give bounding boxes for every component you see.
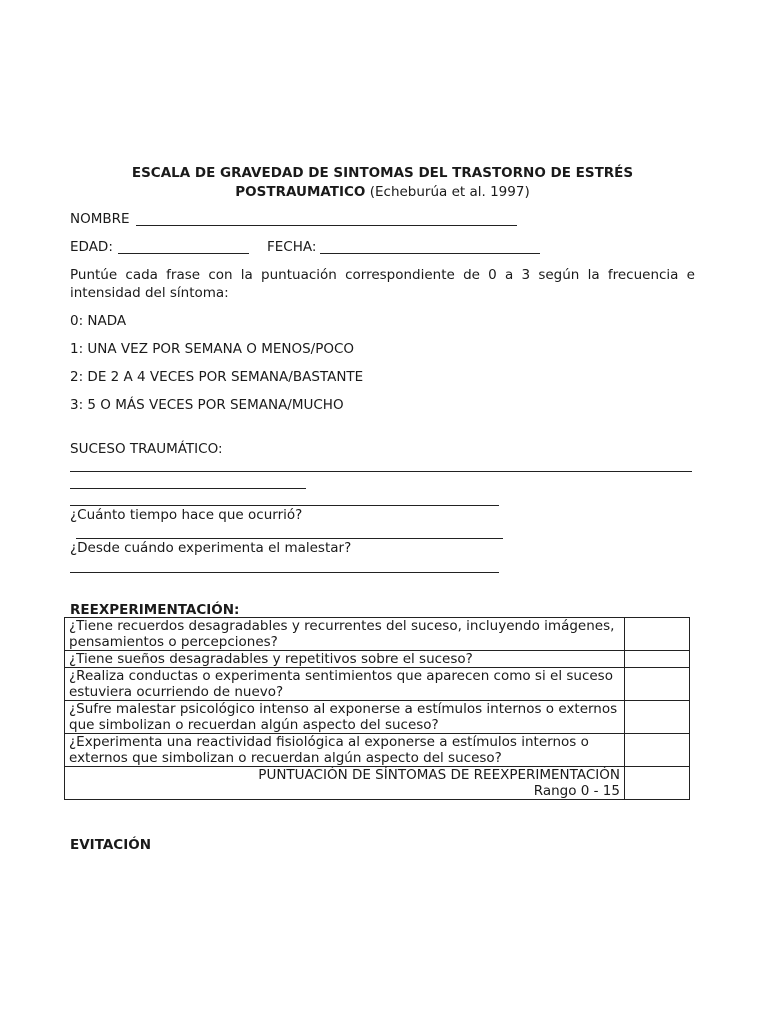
total-score-cell[interactable]	[625, 767, 690, 800]
table-row	[65, 701, 690, 734]
table-row	[65, 668, 690, 701]
question-cell: ¿Sufre malestar psicológico intenso al exponerse a estímulos internos o externos que simbolizan o recuerdan algún aspecto del suceso?	[65, 701, 625, 734]
question-cell: ¿Tiene sueños desagradables y repetitivos sobre el suceso?	[65, 651, 625, 668]
score-cell[interactable]	[625, 651, 690, 668]
edad-input-line[interactable]	[118, 253, 249, 254]
suceso-label: SUCESO TRAUMÁTICO:	[70, 441, 223, 457]
score-cell[interactable]	[625, 734, 690, 767]
fecha-field-label: FECHA:	[267, 239, 317, 255]
table-row	[65, 618, 690, 651]
question-cell: ¿Tiene recuerdos desagradables y recurrentes del suceso, incluyendo imágenes, pensamientos o percepciones?	[65, 618, 625, 651]
table-row	[65, 734, 690, 767]
question-cell: ¿Experimenta una reactividad fisiológica al exponerse a estímulos internos o externos que simbolizan o recuerdan algún aspecto del suceso?	[65, 734, 625, 767]
scale-item: 3: 5 O MÁS VECES POR SEMANA/MUCHO	[70, 397, 344, 413]
score-cell[interactable]	[625, 618, 690, 651]
nombre-input-line[interactable]	[136, 225, 517, 226]
total-label-cell	[65, 767, 625, 800]
question-desde-cuando: ¿Desde cuándo experimenta el malestar?	[70, 540, 352, 556]
score-cell[interactable]	[625, 701, 690, 734]
reexperimentacion-heading: REEXPERIMENTACIÓN:	[70, 602, 240, 618]
title-line-1: ESCALA DE GRAVEDAD DE SINTOMAS DEL TRASTORNO DE ESTRÉS	[131, 165, 634, 181]
suceso-input-line[interactable]	[70, 471, 692, 472]
evitacion-heading: EVITACIÓN	[70, 837, 152, 853]
question-cuanto-tiempo: ¿Cuánto tiempo hace que ocurrió?	[70, 507, 303, 523]
scale-item: 2: DE 2 A 4 VECES POR SEMANA/BASTANTE	[70, 369, 364, 385]
score-cell[interactable]	[625, 668, 690, 701]
instructions-paragraph: Puntúe cada frase con la puntuación correspondiente de 0 a 3 según la frecuencia e intensidad del síntoma:	[70, 267, 695, 301]
title-line-2: POSTRAUMATICO	[235, 184, 366, 200]
total-label: PUNTUACIÓN DE SÍNTOMAS DE REEXPERIMENTACIÓN	[258, 767, 620, 783]
edad-field-label: EDAD:	[70, 239, 113, 255]
document-title	[70, 164, 695, 202]
table-total-row	[65, 767, 690, 800]
scale-item: 0: NADA	[70, 313, 127, 329]
question-cell: ¿Realiza conductas o experimenta sentimientos que aparecen como si el suceso estuviera ocurriendo de nuevo?	[65, 668, 625, 701]
table-row	[65, 651, 690, 668]
suceso-input-line[interactable]	[70, 488, 306, 489]
desde-cuando-input-line[interactable]	[70, 572, 499, 573]
scale-item: 1: UNA VEZ POR SEMANA O MENOS/POCO	[70, 341, 355, 357]
total-range: Rango 0 - 15	[533, 783, 620, 799]
fecha-input-line[interactable]	[320, 253, 540, 254]
title-citation: (Echeburúa et al. 1997)	[369, 184, 530, 200]
nombre-field-label: NOMBRE	[70, 211, 130, 227]
reexperimentacion-table	[64, 617, 690, 800]
